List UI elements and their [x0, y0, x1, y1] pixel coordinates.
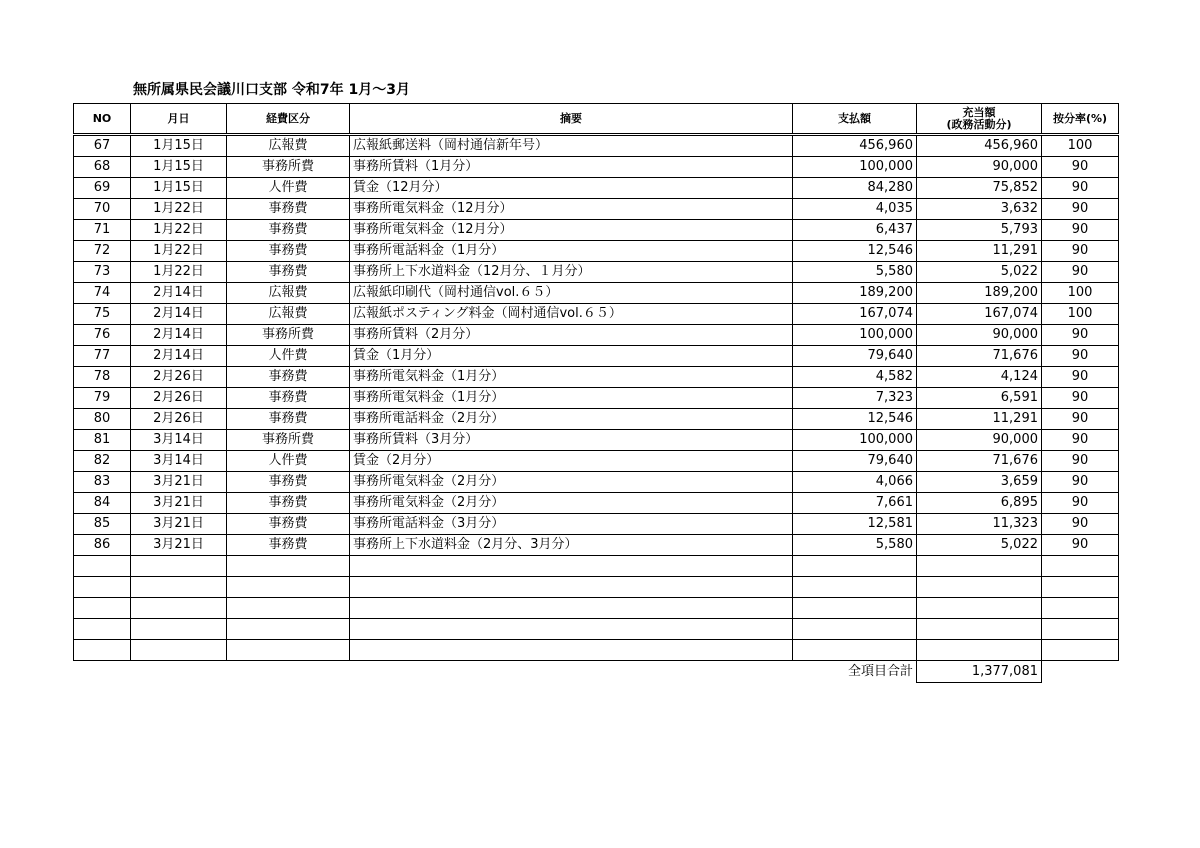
table-row	[74, 430, 1119, 451]
cell-date: 2月26日	[131, 367, 227, 388]
cell-ratio: 90	[1042, 325, 1119, 346]
cell-ratio: 100	[1042, 135, 1119, 157]
cell-allocated: 11,323	[917, 514, 1042, 535]
cell-allocated: 5,793	[917, 220, 1042, 241]
cell-date: 2月26日	[131, 388, 227, 409]
cell-no: 82	[74, 451, 131, 472]
cell-no: 74	[74, 283, 131, 304]
empty-row	[74, 619, 1119, 640]
table-row	[74, 135, 1119, 157]
cell-allocated: 4,124	[917, 367, 1042, 388]
cell-ratio: 90	[1042, 262, 1119, 283]
cell-allocated: 5,022	[917, 535, 1042, 556]
cell-summary: 賃金（1月分）	[350, 346, 793, 367]
cell-payment: 5,580	[793, 262, 917, 283]
cell-ratio: 90	[1042, 472, 1119, 493]
cell-date: 1月15日	[131, 135, 227, 157]
table-row	[74, 283, 1119, 304]
cell-no-empty	[74, 556, 131, 577]
cell-summary-empty	[350, 556, 793, 577]
table-row	[74, 262, 1119, 283]
cell-summary: 事務所電気料金（2月分）	[350, 472, 793, 493]
cell-payment: 7,661	[793, 493, 917, 514]
table-row	[74, 346, 1119, 367]
cell-payment-empty	[793, 619, 917, 640]
header-no: NO	[74, 104, 131, 135]
cell-no: 68	[74, 157, 131, 178]
cell-category: 事務費	[227, 409, 350, 430]
cell-allocated: 11,291	[917, 241, 1042, 262]
cell-payment: 4,066	[793, 472, 917, 493]
cell-allocated-empty	[917, 619, 1042, 640]
cell-payment: 79,640	[793, 451, 917, 472]
cell-date: 2月14日	[131, 283, 227, 304]
cell-summary: 事務所電話料金（2月分）	[350, 409, 793, 430]
cell-category: 事務費	[227, 388, 350, 409]
table-row	[74, 472, 1119, 493]
cell-category: 事務費	[227, 262, 350, 283]
table-row	[74, 241, 1119, 262]
cell-date: 3月14日	[131, 430, 227, 451]
cell-no: 76	[74, 325, 131, 346]
cell-category: 事務費	[227, 493, 350, 514]
table-row	[74, 304, 1119, 325]
cell-allocated: 3,632	[917, 199, 1042, 220]
cell-category: 事務費	[227, 367, 350, 388]
cell-no: 85	[74, 514, 131, 535]
cell-allocated-empty	[917, 577, 1042, 598]
cell-no-empty	[74, 577, 131, 598]
cell-date: 3月21日	[131, 514, 227, 535]
cell-payment: 100,000	[793, 157, 917, 178]
empty-row	[74, 577, 1119, 598]
cell-summary: 事務所電話料金（3月分）	[350, 514, 793, 535]
cell-date-empty	[131, 640, 227, 661]
cell-allocated: 90,000	[917, 157, 1042, 178]
cell-allocated: 90,000	[917, 325, 1042, 346]
cell-payment-empty	[793, 598, 917, 619]
table-row	[74, 367, 1119, 388]
total-spacer-right	[1042, 661, 1119, 683]
cell-summary: 事務所電気料金（2月分）	[350, 493, 793, 514]
cell-allocated-empty	[917, 598, 1042, 619]
table-row	[74, 157, 1119, 178]
cell-summary: 事務所賃料（2月分）	[350, 325, 793, 346]
cell-payment: 12,546	[793, 241, 917, 262]
total-spacer	[74, 661, 793, 683]
cell-ratio: 90	[1042, 367, 1119, 388]
cell-no: 75	[74, 304, 131, 325]
cell-category: 広報費	[227, 283, 350, 304]
cell-ratio-empty	[1042, 556, 1119, 577]
empty-row	[74, 640, 1119, 661]
cell-date: 1月22日	[131, 241, 227, 262]
cell-no: 77	[74, 346, 131, 367]
header-summary: 摘要	[350, 104, 793, 135]
header-row	[74, 104, 1119, 135]
cell-category: 事務費	[227, 514, 350, 535]
cell-ratio: 90	[1042, 493, 1119, 514]
cell-no: 79	[74, 388, 131, 409]
cell-payment: 84,280	[793, 178, 917, 199]
cell-ratio-empty	[1042, 640, 1119, 661]
cell-allocated: 3,659	[917, 472, 1042, 493]
table-row	[74, 535, 1119, 556]
cell-category: 事務費	[227, 472, 350, 493]
cell-category-empty	[227, 598, 350, 619]
cell-ratio-empty	[1042, 619, 1119, 640]
cell-category: 人件費	[227, 178, 350, 199]
header-date: 月日	[131, 104, 227, 135]
cell-date: 1月22日	[131, 220, 227, 241]
cell-no: 69	[74, 178, 131, 199]
cell-summary-empty	[350, 640, 793, 661]
table-row	[74, 220, 1119, 241]
cell-date: 1月22日	[131, 199, 227, 220]
cell-date-empty	[131, 598, 227, 619]
cell-category-empty	[227, 619, 350, 640]
cell-no-empty	[74, 619, 131, 640]
cell-category: 人件費	[227, 451, 350, 472]
cell-date-empty	[131, 556, 227, 577]
cell-date: 1月15日	[131, 157, 227, 178]
cell-payment: 100,000	[793, 430, 917, 451]
cell-no: 78	[74, 367, 131, 388]
cell-payment: 189,200	[793, 283, 917, 304]
cell-summary-empty	[350, 577, 793, 598]
cell-allocated: 71,676	[917, 346, 1042, 367]
cell-no: 72	[74, 241, 131, 262]
cell-allocated-empty	[917, 640, 1042, 661]
cell-no: 70	[74, 199, 131, 220]
table-row	[74, 199, 1119, 220]
cell-ratio: 90	[1042, 451, 1119, 472]
cell-category: 事務費	[227, 241, 350, 262]
cell-summary: 事務所電気料金（1月分）	[350, 388, 793, 409]
cell-payment: 100,000	[793, 325, 917, 346]
cell-category: 事務所費	[227, 430, 350, 451]
header-allocated	[917, 104, 1042, 135]
cell-summary: 賃金（12月分）	[350, 178, 793, 199]
cell-date: 3月21日	[131, 535, 227, 556]
cell-category-empty	[227, 640, 350, 661]
cell-date-empty	[131, 577, 227, 598]
cell-ratio: 90	[1042, 241, 1119, 262]
cell-date: 1月22日	[131, 262, 227, 283]
empty-row	[74, 598, 1119, 619]
cell-date: 2月14日	[131, 325, 227, 346]
cell-summary: 広報紙郵送料（岡村通信新年号）	[350, 135, 793, 157]
cell-payment: 4,582	[793, 367, 917, 388]
header-payment: 支払額	[793, 104, 917, 135]
cell-ratio: 100	[1042, 283, 1119, 304]
cell-ratio: 90	[1042, 199, 1119, 220]
cell-ratio: 90	[1042, 346, 1119, 367]
cell-category: 事務所費	[227, 157, 350, 178]
cell-ratio: 90	[1042, 514, 1119, 535]
cell-date: 2月14日	[131, 304, 227, 325]
table-row	[74, 388, 1119, 409]
total-label: 全項目合計	[847, 663, 913, 679]
cell-no: 67	[74, 135, 131, 157]
cell-ratio: 90	[1042, 409, 1119, 430]
total-row	[74, 661, 1119, 683]
cell-date: 3月21日	[131, 493, 227, 514]
table-row	[74, 493, 1119, 514]
cell-ratio: 90	[1042, 535, 1119, 556]
cell-summary: 事務所電気料金（12月分）	[350, 199, 793, 220]
cell-summary: 事務所上下水道料金（2月分、3月分）	[350, 535, 793, 556]
cell-date: 2月26日	[131, 409, 227, 430]
cell-payment: 7,323	[793, 388, 917, 409]
cell-category: 事務費	[227, 220, 350, 241]
cell-allocated: 6,895	[917, 493, 1042, 514]
cell-summary: 広報紙ポスティング料金（岡村通信vol.６５）	[350, 304, 793, 325]
cell-category: 事務費	[227, 535, 350, 556]
cell-category: 人件費	[227, 346, 350, 367]
cell-payment: 167,074	[793, 304, 917, 325]
cell-summary-empty	[350, 598, 793, 619]
cell-payment: 12,581	[793, 514, 917, 535]
cell-payment: 79,640	[793, 346, 917, 367]
expense-table	[73, 103, 1119, 683]
cell-category-empty	[227, 577, 350, 598]
cell-allocated: 189,200	[917, 283, 1042, 304]
cell-summary: 広報紙印刷代（岡村通信vol.６５）	[350, 283, 793, 304]
cell-category: 事務費	[227, 199, 350, 220]
cell-ratio-empty	[1042, 577, 1119, 598]
cell-allocated: 6,591	[917, 388, 1042, 409]
cell-summary: 事務所電話料金（1月分）	[350, 241, 793, 262]
cell-date: 3月14日	[131, 451, 227, 472]
cell-payment: 12,546	[793, 409, 917, 430]
header-category: 経費区分	[227, 104, 350, 135]
cell-payment: 5,580	[793, 535, 917, 556]
cell-allocated: 71,676	[917, 451, 1042, 472]
cell-date-empty	[131, 619, 227, 640]
cell-no-empty	[74, 640, 131, 661]
cell-payment: 456,960	[793, 135, 917, 157]
table-row	[74, 514, 1119, 535]
cell-summary-empty	[350, 619, 793, 640]
cell-no: 83	[74, 472, 131, 493]
table-row	[74, 451, 1119, 472]
total-value: 1,377,081	[917, 661, 1042, 683]
table-row	[74, 178, 1119, 199]
header-allocated-line1: 充当額	[962, 105, 996, 119]
cell-allocated: 11,291	[917, 409, 1042, 430]
table-row	[74, 325, 1119, 346]
cell-no: 86	[74, 535, 131, 556]
empty-row	[74, 556, 1119, 577]
cell-no: 71	[74, 220, 131, 241]
cell-allocated-empty	[917, 556, 1042, 577]
cell-allocated: 75,852	[917, 178, 1042, 199]
cell-category-empty	[227, 556, 350, 577]
cell-allocated: 167,074	[917, 304, 1042, 325]
cell-ratio: 90	[1042, 178, 1119, 199]
table-body	[74, 135, 1119, 661]
cell-summary: 事務所賃料（1月分）	[350, 157, 793, 178]
cell-ratio-empty	[1042, 598, 1119, 619]
cell-no: 84	[74, 493, 131, 514]
cell-category: 事務所費	[227, 325, 350, 346]
cell-no: 81	[74, 430, 131, 451]
header-ratio: 按分率(%)	[1042, 104, 1119, 135]
cell-ratio: 90	[1042, 388, 1119, 409]
cell-date: 1月15日	[131, 178, 227, 199]
cell-payment-empty	[793, 556, 917, 577]
table-row	[74, 409, 1119, 430]
cell-allocated: 5,022	[917, 262, 1042, 283]
cell-category: 広報費	[227, 304, 350, 325]
cell-payment-empty	[793, 577, 917, 598]
cell-payment-empty	[793, 640, 917, 661]
cell-ratio: 90	[1042, 220, 1119, 241]
cell-ratio: 90	[1042, 157, 1119, 178]
cell-category: 広報費	[227, 135, 350, 157]
cell-summary: 賃金（2月分）	[350, 451, 793, 472]
cell-no-empty	[74, 598, 131, 619]
cell-date: 2月14日	[131, 346, 227, 367]
cell-payment: 6,437	[793, 220, 917, 241]
cell-allocated: 456,960	[917, 135, 1042, 157]
cell-ratio: 90	[1042, 430, 1119, 451]
cell-allocated: 90,000	[917, 430, 1042, 451]
cell-date: 3月21日	[131, 472, 227, 493]
cell-payment: 4,035	[793, 199, 917, 220]
cell-ratio: 100	[1042, 304, 1119, 325]
cell-summary: 事務所電気料金（1月分）	[350, 367, 793, 388]
cell-no: 73	[74, 262, 131, 283]
cell-summary: 事務所上下水道料金（12月分、１月分）	[350, 262, 793, 283]
header-allocated-line2: (政務活動分)	[946, 117, 1012, 131]
cell-no: 80	[74, 409, 131, 430]
cell-summary: 事務所電気料金（12月分）	[350, 220, 793, 241]
cell-summary: 事務所賃料（3月分）	[350, 430, 793, 451]
document-title: 無所属県民会議川口支部 令和7年 1月～3月	[133, 82, 410, 98]
